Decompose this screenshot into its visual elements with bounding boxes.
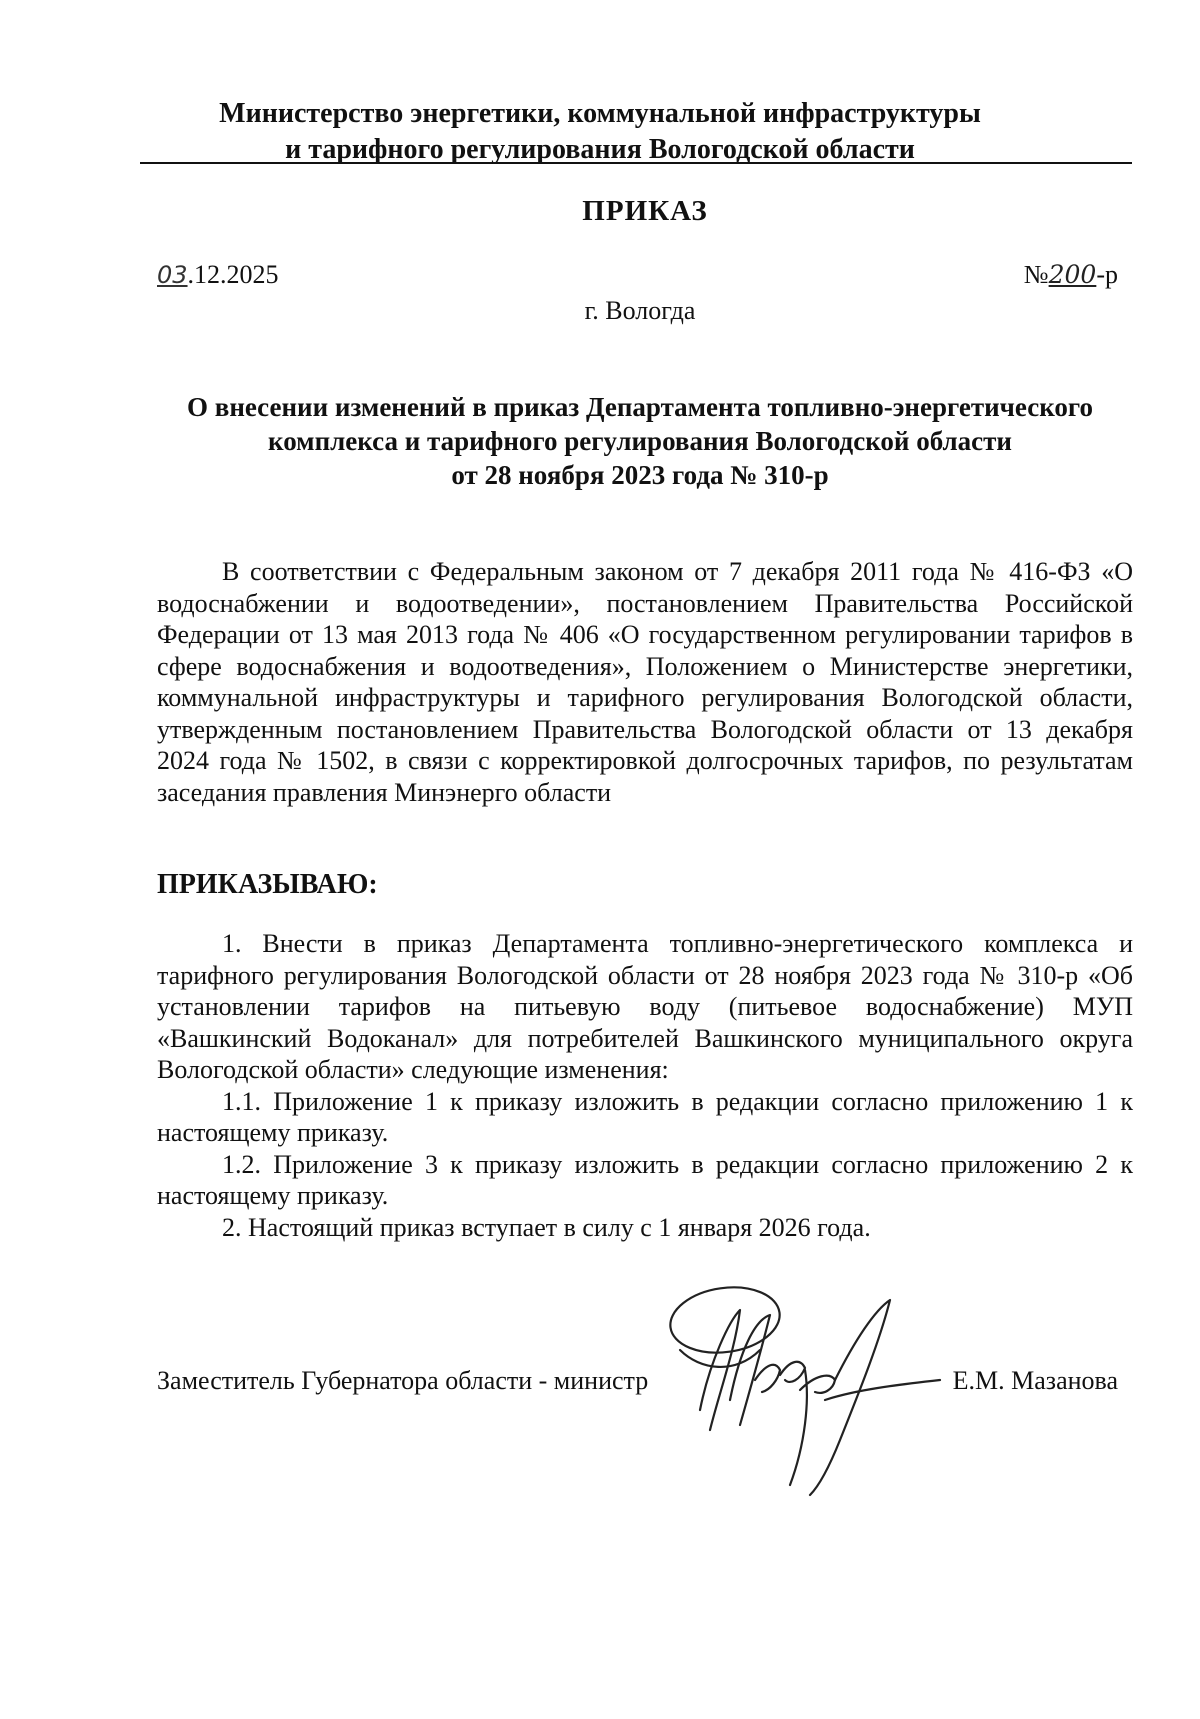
signer-name: Е.М. Мазанова [952, 1366, 1118, 1395]
document-number [1024, 260, 1118, 290]
organization-header [140, 96, 1060, 168]
handwritten-signature-icon [640, 1280, 960, 1520]
number-prefix: № [1023, 260, 1049, 289]
organization-line-2: и тарифного регулирования Вологодской области [285, 134, 915, 165]
organization-line-1: Министерство энергетики, коммунальной инфраструктуры [219, 98, 981, 129]
preamble-paragraph: В соответствии с Федеральным законом от 7 декабря 2011 года № 416-ФЗ «О водоснабжении и водоотведении», постановлением Правительства Российской Федерации от 13 мая 2013 года № 406 «О государственном регулировании тарифов в сфере водоснабжения и водоотведения», Положением о Министерстве энергетики, коммунальной инфраструктуры и тарифного регулирования Вологодской области, утвержденным постановлением Правительства Вологодской области от 13 декабря 2024 года № 1502, в связи с корректировкой долгосрочных тарифов, по результатам заседания правления Минэнерго области [157, 557, 1133, 807]
title-line-3: от 28 ноября 2023 года № 310-р [451, 460, 829, 490]
order-item-1-1: 1.1. Приложение 1 к приказу изложить в редакции согласно приложению 1 к настоящему приказу. [157, 1086, 1133, 1147]
signer-position: Заместитель Губернатора области - министр [157, 1366, 649, 1395]
document-city: г. Вологда [584, 296, 696, 325]
date-day-handwritten: 03 [157, 261, 188, 289]
number-handwritten: 200 [1048, 260, 1097, 289]
order-item-1: 1. Внести в приказ Департамента топливно-энергетического комплекса и тарифного регулирования Вологодской области от 28 ноября 2023 года № 310-р «Об установлении тарифов на питьевую воду (питьевое водоснабжение) МУП «Вашкинский Водоканал» для потребителей Вашкинского муниципального округа Вологодской области» следующие изменения: [157, 929, 1133, 1084]
document-date [157, 260, 279, 290]
order-word: ПРИКАЗЫВАЮ: [157, 869, 378, 900]
date-rest: .12.2025 [187, 260, 279, 289]
order-item-2: 2. Настоящий приказ вступает в силу с 1 января 2026 года. [222, 1212, 871, 1242]
order-item-1-2: 1.2. Приложение 3 к приказу изложить в редакции согласно приложению 2 к настоящему приказу. [157, 1149, 1133, 1210]
order-items [157, 928, 1133, 1243]
title-line-2: комплекса и тарифного регулирования Вологодской области [268, 426, 1012, 456]
title-line-1: О внесении изменений в приказ Департамента топливно-энергетического [186, 392, 1093, 422]
number-suffix: -р [1096, 260, 1118, 289]
document-title [150, 390, 1130, 492]
header-divider [140, 162, 1132, 164]
document-type: ПРИКАЗ [582, 195, 708, 227]
